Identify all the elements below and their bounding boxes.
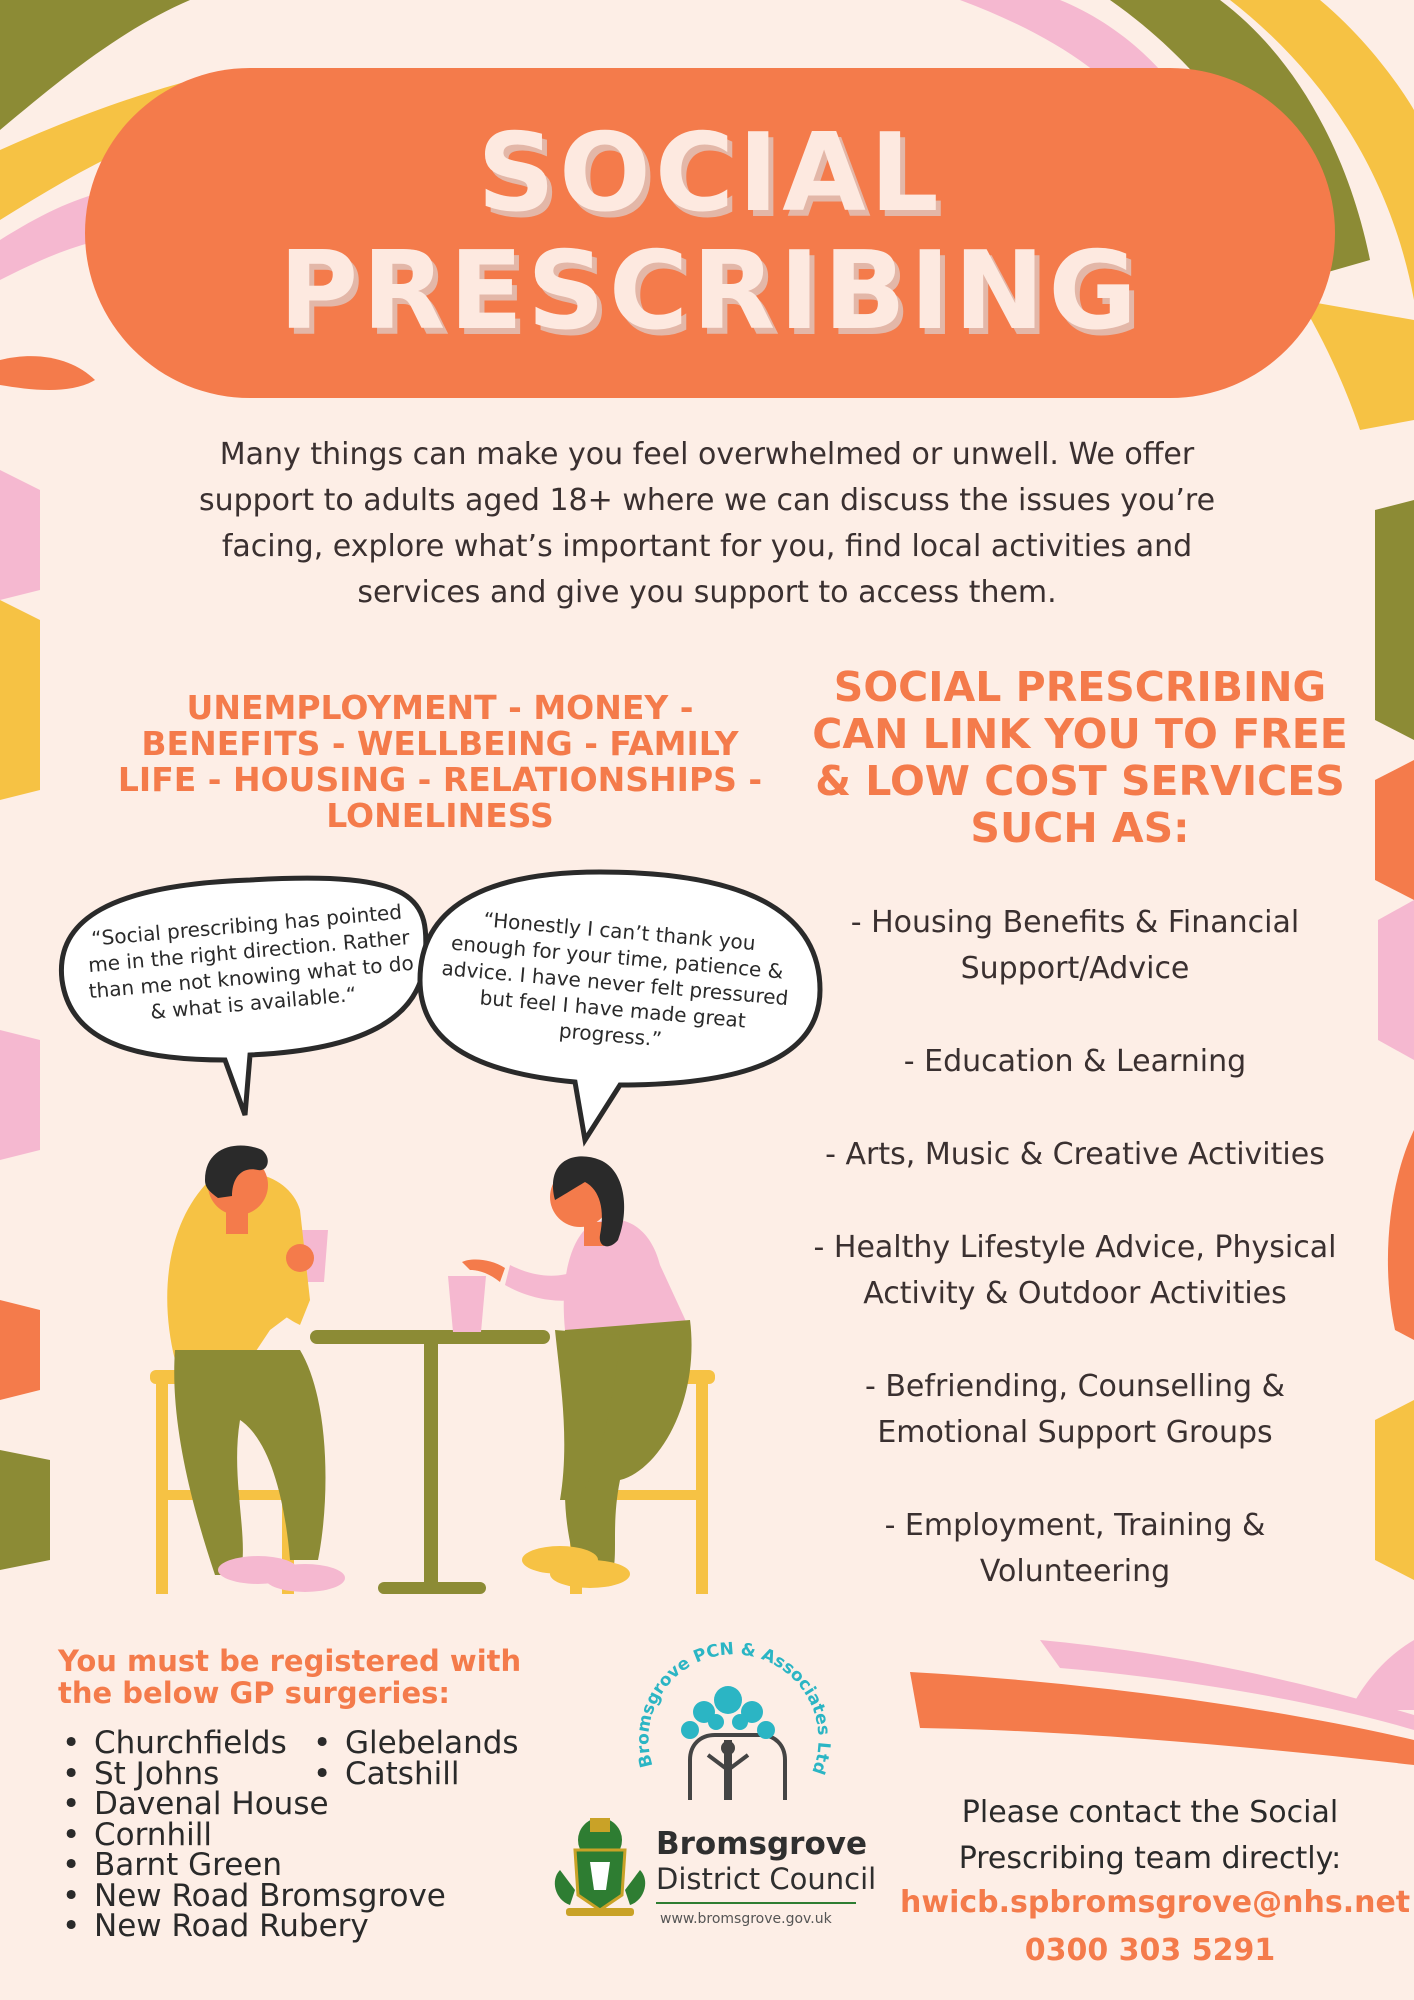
- services-heading: SOCIAL PRESCRIBING CAN LINK YOU TO FREE & LOW COST SERVICES SUCH AS:: [812, 663, 1348, 852]
- gp-registration-heading: You must be registered with the below GP surgeries:: [58, 1644, 522, 1710]
- contact-phone[interactable]: 0300 303 5291: [1024, 1933, 1276, 1968]
- intro-paragraph: Many things can make you feel overwhelmed or unwell. We offer support to adults aged 18+ where we can discuss the issues you’re facing, explore what’s important for you, find local activities and services and give you support to access them.: [198, 437, 1216, 610]
- service-item: - Befriending, Counselling & Emotional Support Groups: [864, 1369, 1285, 1450]
- contact-text: Please contact the Social Prescribing team directly:: [958, 1795, 1342, 1876]
- gp-surgery-item: • New Road Bromsgrove: [58, 1881, 478, 1912]
- topics-heading: UNEMPLOYMENT - MONEY - BENEFITS - WELLBEING - FAMILY LIFE - HOUSING - RELATIONSHIPS - LONELINESS: [117, 688, 763, 835]
- title-line-2: PRESCRIBING: [278, 229, 1141, 354]
- service-item: - Housing Benefits & Financial Support/Advice: [850, 905, 1300, 986]
- pcn-logo-text: Bromsgrove PCN & Associates Ltd: [633, 1639, 834, 1777]
- service-item: - Healthy Lifestyle Advice, Physical Activity & Outdoor Activities: [813, 1230, 1337, 1311]
- testimonial-quote-2: “Honestly I can’t thank you enough for your time, patience & advice. I have never felt pressured but feel I have made great progress.”: [440, 907, 790, 1052]
- gp-surgery-item: • Cornhill: [58, 1820, 478, 1851]
- gp-surgery-item: • Barnt Green: [58, 1850, 478, 1881]
- gp-surgery-item: • Catshill: [309, 1759, 569, 1790]
- gp-surgery-item: • New Road Rubery: [58, 1911, 478, 1942]
- council-subtitle: District Council: [656, 1862, 877, 1896]
- service-item: - Education & Learning: [903, 1044, 1247, 1079]
- gp-surgery-item: • St Johns: [58, 1759, 478, 1790]
- council-website[interactable]: www.bromsgrove.gov.uk: [660, 1911, 832, 1927]
- council-divider: [656, 1902, 856, 1904]
- service-item: - Arts, Music & Creative Activities: [825, 1137, 1325, 1172]
- testimonial-quote-1: “Social prescribing has pointed me in the right direction. Rather than me not knowing what to do & what is available.“: [87, 899, 415, 1024]
- service-item: - Employment, Training & Volunteering: [884, 1508, 1266, 1589]
- gp-surgery-item: • Glebelands: [309, 1728, 569, 1759]
- council-name: Bromsgrove: [656, 1826, 867, 1862]
- title-line-1: SOCIAL: [477, 111, 943, 236]
- contact-email-link[interactable]: hwicb.spbromsgrove@nhs.net: [900, 1885, 1411, 1920]
- gp-surgery-item: • Davenal House: [58, 1789, 478, 1820]
- gp-surgery-item: • Churchfields: [58, 1728, 478, 1759]
